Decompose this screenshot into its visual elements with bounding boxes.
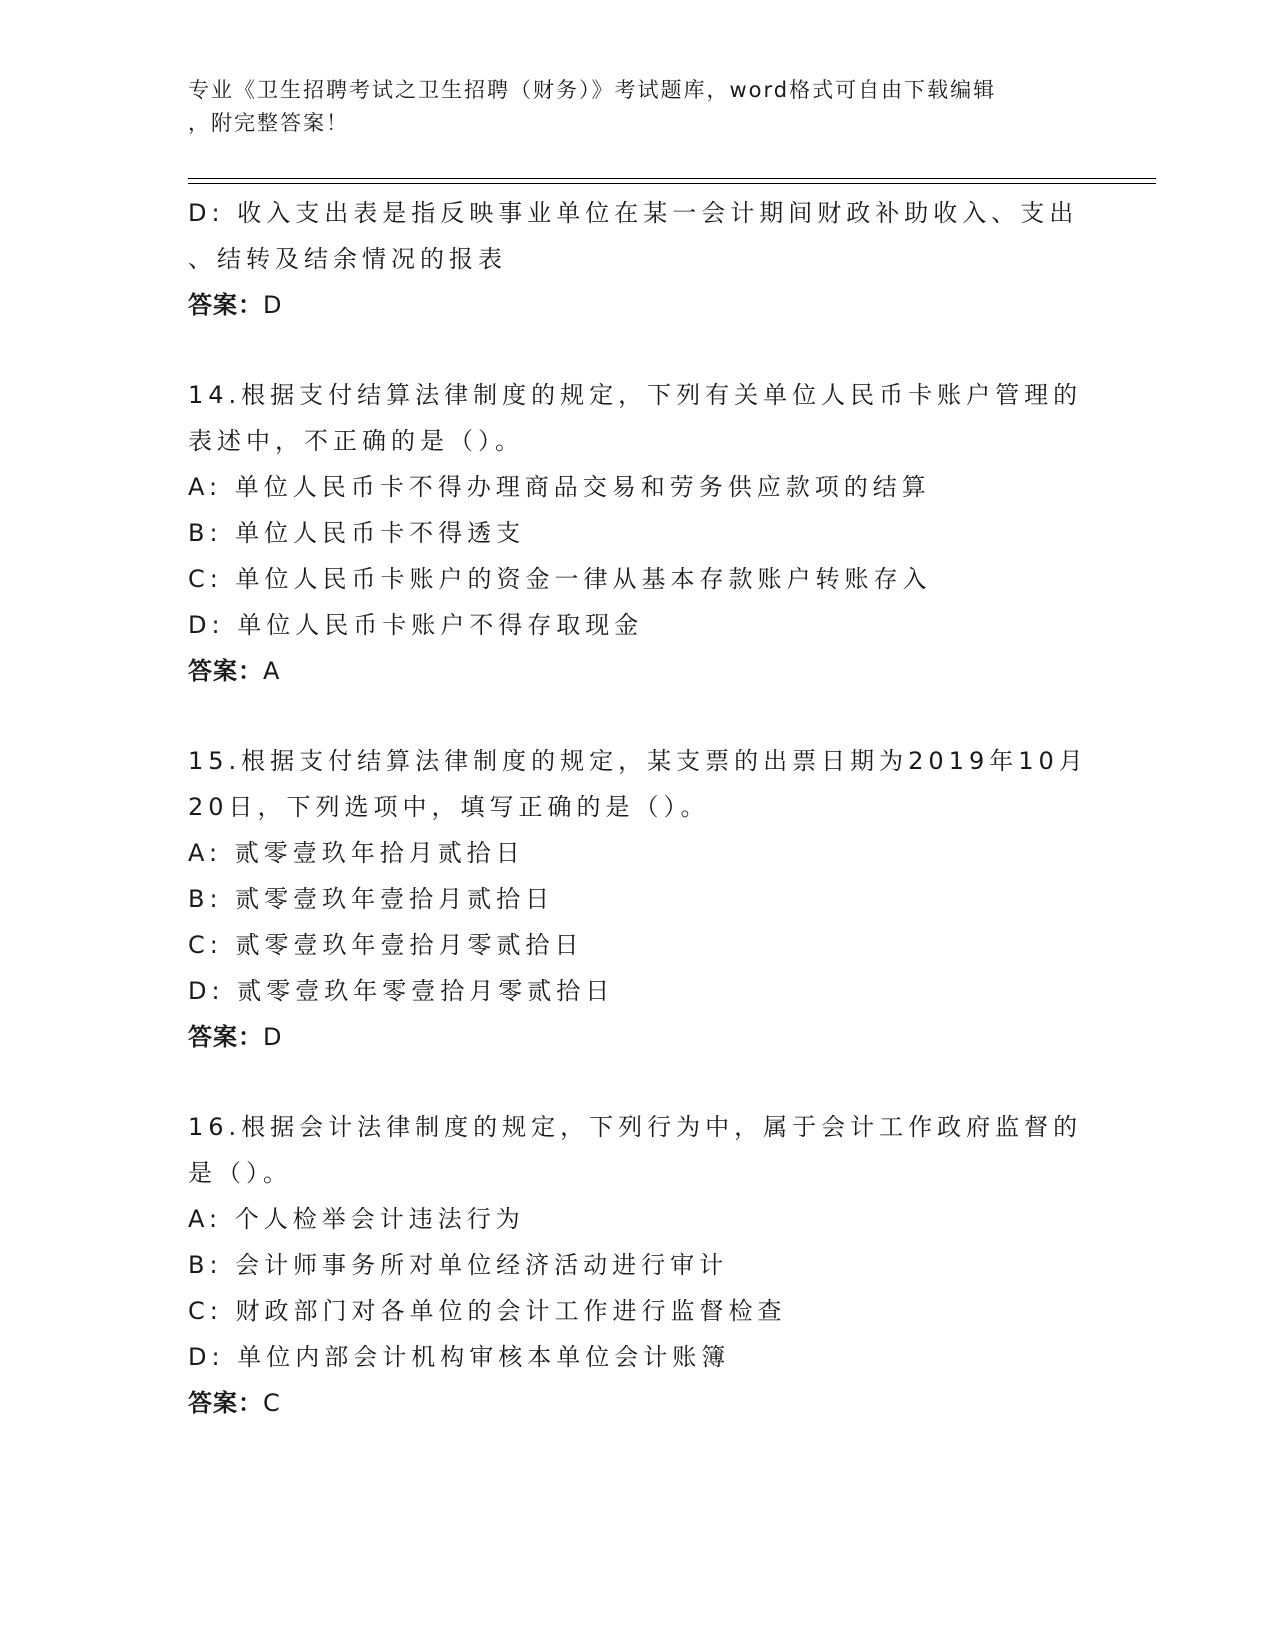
option-a: A: 个人检举会计违法行为 <box>188 1205 525 1233</box>
answer-line <box>188 282 1088 328</box>
option-d-line-2: 、结转及结余情况的报表 <box>188 245 507 273</box>
answer-value: D <box>263 1023 283 1051</box>
option-d-line-1: D: 收入支出表是指反映事业单位在某一会计期间财政补助收入、支出 <box>188 199 1079 227</box>
answer-label: 答案： <box>188 1389 263 1417</box>
answer-label: 答案： <box>188 291 263 319</box>
answer-label: 答案： <box>188 1023 263 1051</box>
option-b: B: 单位人民币卡不得透支 <box>188 519 526 547</box>
document-header <box>188 74 1088 140</box>
question-stem-line-1: 15.根据支付结算法律制度的规定，某支票的出票日期为2019年10月 <box>188 747 1088 775</box>
question-stem-line-1: 16.根据会计法律制度的规定，下列行为中，属于会计工作政府监督的 <box>188 1113 1083 1141</box>
question-stem-line-2: 表述中，不正确的是（）。 <box>188 427 524 455</box>
question-stem-line-1: 14.根据支付结算法律制度的规定，下列有关单位人民币卡账户管理的 <box>188 381 1083 409</box>
answer-line <box>188 648 1088 694</box>
answer-label: 答案： <box>188 657 263 685</box>
question-stem-line-2: 20日，下列选项中，填写正确的是（）。 <box>188 793 710 821</box>
carryover-question <box>188 190 1088 328</box>
question-15 <box>188 738 1088 1060</box>
option-a: A: 贰零壹玖年拾月贰拾日 <box>188 839 525 867</box>
option-c: C: 贰零壹玖年壹拾月零贰拾日 <box>188 931 584 959</box>
question-stem-line-2: 是（）。 <box>188 1159 292 1187</box>
answer-value: C <box>263 1389 281 1417</box>
option-a: A: 单位人民币卡不得办理商品交易和劳务供应款项的结算 <box>188 473 931 501</box>
question-14 <box>188 372 1088 694</box>
header-title-line-1: 专业《卫生招聘考试之卫生招聘（财务）》考试题库，word格式可自由下载编辑 <box>188 78 997 102</box>
option-b: B: 会计师事务所对单位经济活动进行审计 <box>188 1251 729 1279</box>
spacer <box>188 694 1088 738</box>
header-divider <box>188 178 1156 184</box>
option-d: D: 单位人民币卡账户不得存取现金 <box>188 611 644 639</box>
answer-line <box>188 1014 1088 1060</box>
option-d: D: 贰零壹玖年零壹拾月零贰拾日 <box>188 977 615 1005</box>
answer-value: D <box>263 291 283 319</box>
spacer <box>188 328 1088 372</box>
option-c: C: 单位人民币卡账户的资金一律从基本存款账户转账存入 <box>188 565 932 593</box>
answer-value: A <box>263 657 281 685</box>
header-title-line-2: ，附完整答案！ <box>188 111 349 135</box>
option-b: B: 贰零壹玖年壹拾月贰拾日 <box>188 885 555 913</box>
document-body <box>188 190 1088 1426</box>
spacer <box>188 1060 1088 1104</box>
option-c: C: 财政部门对各单位的会计工作进行监督检查 <box>188 1297 787 1325</box>
option-d: D: 单位内部会计机构审核本单位会计账簿 <box>188 1343 731 1371</box>
answer-line <box>188 1380 1088 1426</box>
question-16 <box>188 1104 1088 1426</box>
